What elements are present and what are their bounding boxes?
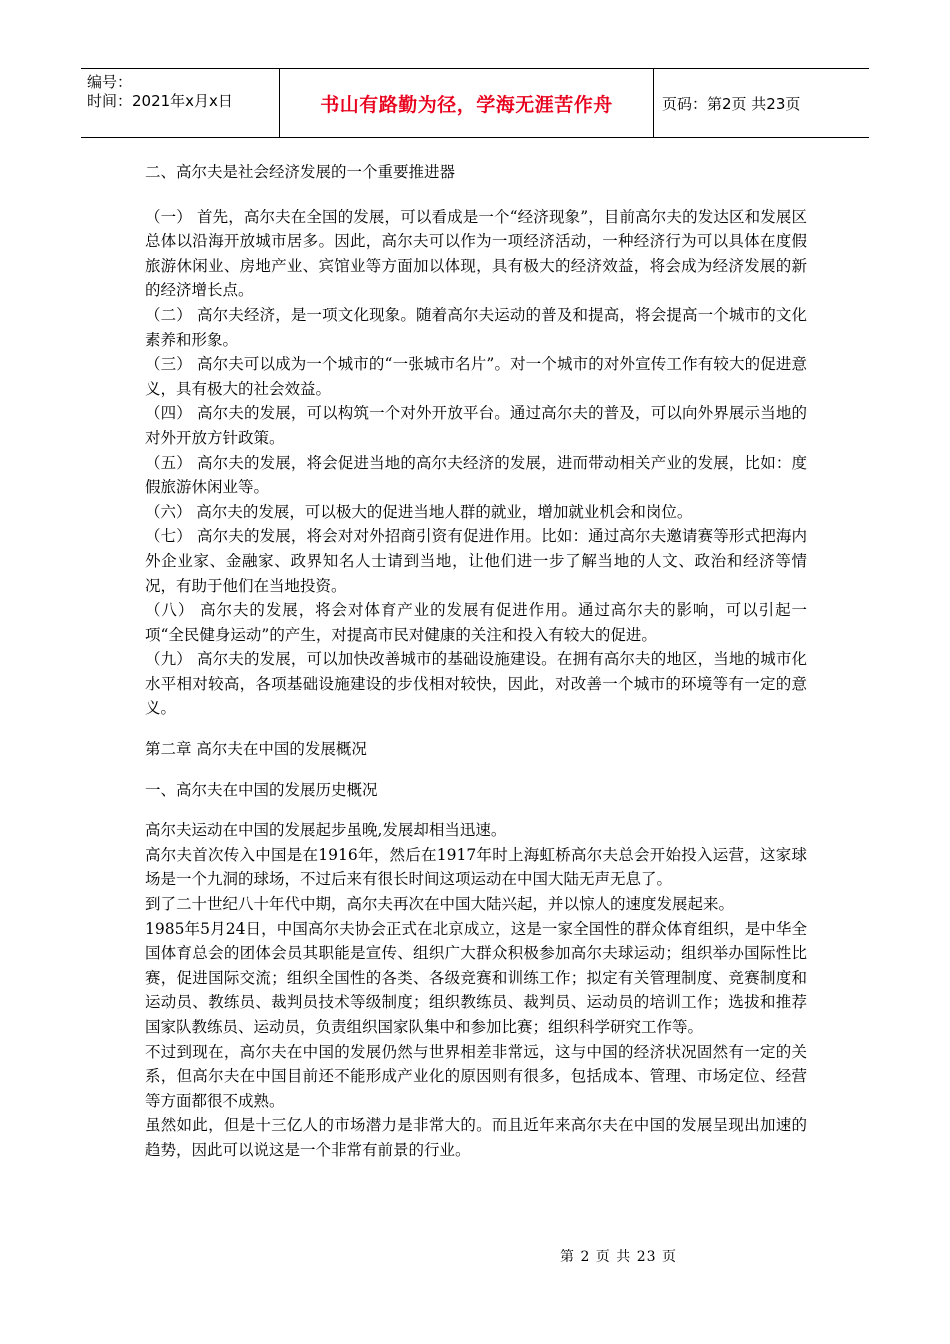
header-meta (81, 69, 280, 137)
history-paragraph: 高尔夫运动在中国的发展起步虽晚,发展却相当迅速。 (145, 821, 507, 840)
history-paragraph: 不过到现在，高尔夫在中国的发展仍然与世界相差非常远，这与中国的经济状况固然有一定的关系，但高尔夫在中国目前还不能形成产业化的原因则有很多，包括成本、管理、市场定位、经营等方面都很不成熟。 (145, 1042, 807, 1110)
point-6: （六） 高尔夫的发展，可以极大的促进当地人群的就业，增加就业机会和岗位。 (145, 502, 693, 521)
history-paragraph: 高尔夫首次传入中国是在1916年，然后在1917年时上海虹桥高尔夫总会开始投入运营，这家球场是一个九洞的球场，不过后来有很长时间这项运动在中国大陆无声无息了。 (145, 845, 807, 889)
page-header (81, 68, 869, 138)
section-heading: 二、高尔夫是社会经济发展的一个重要推进器 (145, 163, 456, 181)
document-number-label: 编号： (87, 73, 133, 91)
header-motto: 书山有路勤为径，学海无涯苦作舟 (280, 69, 654, 137)
header-page-info: 页码：第2页 共23页 (662, 94, 801, 113)
point-3: （三） 高尔夫可以成为一个城市的“一张城市名片”。对一个城市的对外宣传工作有较大的促进意义，具有极大的社会效益。 (145, 355, 807, 398)
point-7: （七） 高尔夫的发展，将会对对外招商引资有促进作用。比如：通过高尔夫邀请赛等形式把海内外企业家、金融家、政界知名人士请到当地，让他们进一步了解当地的人文、政治和经济等情况，有助于他们在当地投资。 (145, 527, 807, 595)
point-5: （五） 高尔夫的发展，将会促进当地的高尔夫经济的发展，进而带动相关产业的发展，比如：度假旅游休闲业等。 (145, 453, 807, 497)
document-date: 时间：2021年x月x日 (87, 92, 233, 110)
point-2: （二） 高尔夫经济，是一项文化现象。随着高尔夫运动的普及和提高，将会提高一个城市的文化素养和形象。 (145, 305, 807, 349)
point-8: （八） 高尔夫的发展，将会对体育产业的发展有促进作用。通过高尔夫的影响，可以引起一项“全民健身运动”的产生，对提高市民对健康的关注和投入有较大的促进。 (145, 601, 807, 644)
history-paragraph: 虽然如此，但是十三亿人的市场潜力是非常大的。而且近年来高尔夫在中国的发展呈现出加速的趋势，因此可以说这是一个非常有前景的行业。 (145, 1116, 807, 1159)
page-footer: 第 2 页 共 23 页 (560, 1249, 677, 1265)
history-paragraph: 到了二十世纪八十年代中期，高尔夫再次在中国大陆兴起，并以惊人的速度发展起来。 (145, 895, 735, 914)
history-paragraph: 1985年5月24日，中国高尔夫协会正式在北京成立，这是一家全国性的群众体育组织，是中华全国体育总会的团体会员其职能是宣传、组织广大群众积极参加高尔夫球运动；组织举办国际性比赛，促进国际交流；组织全国性的各类、各级竞赛和训练工作；拟定有关管理制度、竞赛制度和运动员、教练员、裁判员技术等级制度；组织教练员、裁判员、运动员的培训工作；选拔和推荐国家队教练员、运动员，负责组织国家队集中和参加比赛；组织科学研究工作等。 (145, 919, 807, 1036)
chapter-heading: 第二章 高尔夫在中国的发展概况 (145, 740, 367, 759)
subsection-heading: 一、高尔夫在中国的发展历史概况 (145, 780, 378, 799)
document-body (145, 160, 807, 1163)
point-1: （一） 首先，高尔夫在全国的发展，可以看成是一个“经济现象”，目前高尔夫的发达区和发展区总体以沿海开放城市居多。因此，高尔夫可以作为一项经济活动，一种经济行为可以具体在度假旅游休闲业、房地产业、宾馆业等方面加以体现，具有极大的经济效益，将会成为经济发展的新的经济增长点。 (145, 207, 807, 300)
point-4: （四） 高尔夫的发展，可以构筑一个对外开放平台。通过高尔夫的普及，可以向外界展示当地的对外开放方针政策。 (145, 404, 807, 447)
point-9: （九） 高尔夫的发展，可以加快改善城市的基础设施建设。在拥有高尔夫的地区，当地的城市化水平相对较高，各项基础设施建设的步伐相对较快，因此，对改善一个城市的环境等有一定的意义。 (145, 650, 807, 718)
